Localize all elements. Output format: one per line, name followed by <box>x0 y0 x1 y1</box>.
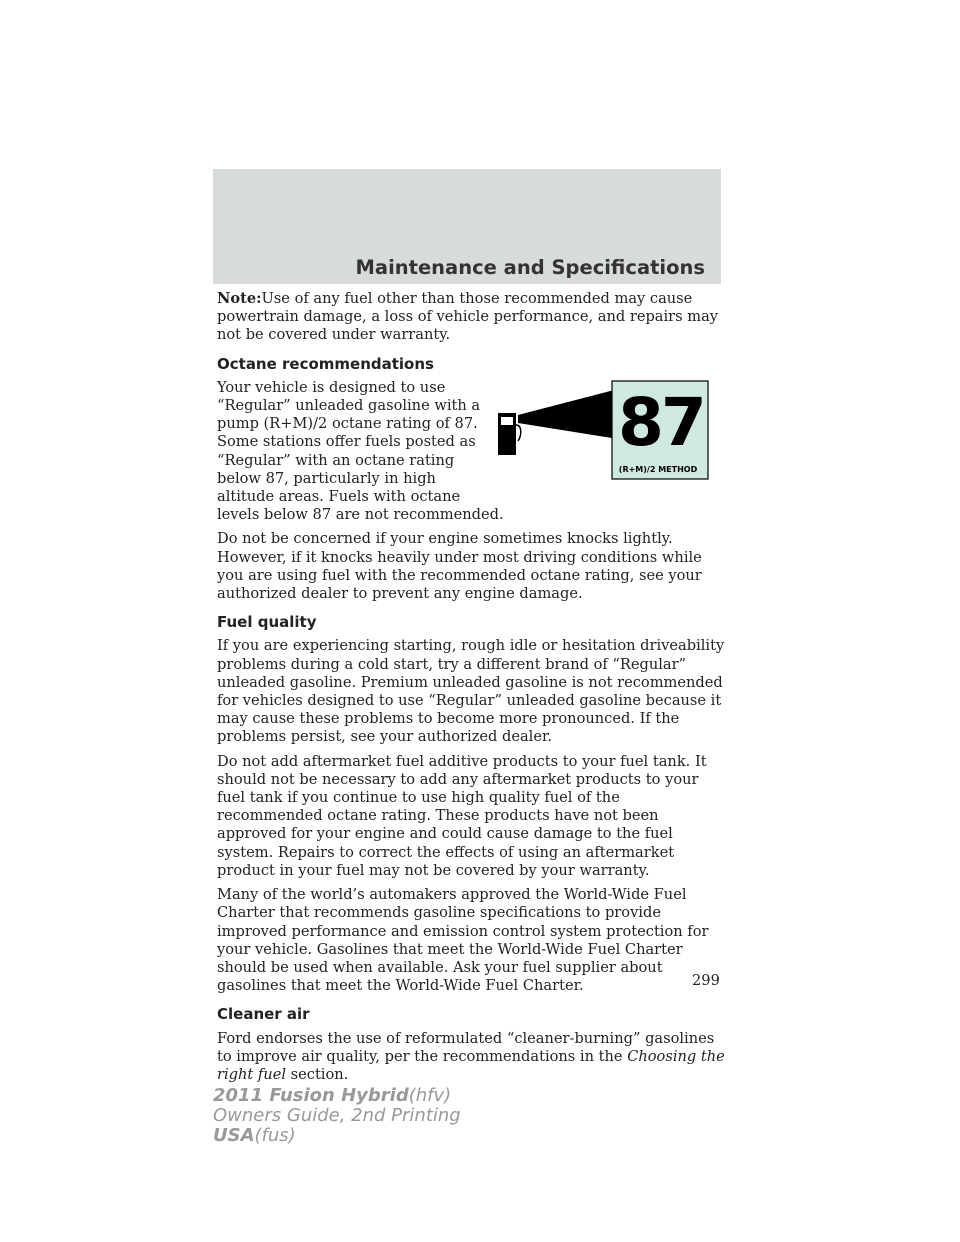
footer-imprint <box>213 1086 461 1146</box>
footer-market-code: (fus) <box>254 1125 296 1146</box>
octane-label-figure <box>496 379 724 495</box>
footer-market: USA <box>213 1125 255 1146</box>
footer-model: 2011 Fusion Hybrid <box>213 1085 409 1106</box>
octane-block <box>217 379 725 525</box>
footer-edition: Owners Guide, 2nd Printing <box>213 1105 461 1126</box>
heading-octane: Octane recommendations <box>217 354 434 373</box>
octane-number: 87 <box>618 383 704 461</box>
octane-paragraph-1: Your vehicle is designed to use “Regular” unleaded gasoline with a pump (R+M)/2 octane rating of 87. Some stations offer fuels posted as “Regular” with an octane rating below 87, particularly in high altitude areas. Fuels with octane levels below 87 are not recommended. <box>217 378 504 524</box>
heading-cleaner-air: Cleaner air <box>217 1005 310 1024</box>
heading-fuel-quality: Fuel quality <box>217 613 317 632</box>
choosing-right-fuel-reference[interactable]: Choosing the right fuel <box>217 1047 725 1083</box>
fuel-quality-paragraph-1: If you are experiencing starting, rough idle or hesitation driveability problems during a cold start, try a different brand of “Regular” unleaded gasoline. Premium unleaded gasoline is not recommended for vehicles designed to use “Regular” unleaded gasoline because it may cause these problems to become more pronounced. If the problems persist, see your authorized dealer. <box>217 637 725 746</box>
octane-method: (R+M)/2 METHOD <box>618 464 698 474</box>
note-text: Use of any fuel other than those recommended may cause powertrain damage, a loss of vehicle performance, and repairs may not be covered under warranty. <box>217 290 719 344</box>
footer-model-code: (hfv) <box>408 1085 452 1106</box>
cleaner-air-text: Ford endorses the use of reformulated “cleaner-burning” gasolines to improve air quality, per the recommendations in the <box>217 1029 715 1065</box>
octane-paragraph-2: Do not be concerned if your engine sometimes knocks lightly. However, if it knocks heavily under most driving conditions while you are using fuel with the recommended octane rating, see your authorized dealer to prevent any engine damage. <box>217 530 702 603</box>
fuel-quality-paragraph-3: Many of the world’s automakers approved the World-Wide Fuel Charter that recommends gasoline specifications to provide improved performance and emission control system protection for your vehicle. Gasolines that meet the World-Wide Fuel Charter should be used when available. Ask your fuel supplier about gasolines that meet the World-Wide Fuel Charter. <box>217 886 709 995</box>
section-header <box>213 169 721 284</box>
note-paragraph <box>217 290 725 345</box>
page-number: 299 <box>692 972 720 989</box>
note-label: Note: <box>217 290 262 307</box>
page-content <box>217 290 725 1090</box>
section-title: Maintenance and Specifications <box>355 256 705 279</box>
cleaner-air-text-end: section. <box>290 1065 349 1083</box>
fuel-quality-paragraph-2: Do not add aftermarket fuel additive products to your fuel tank. It should not be necessary to add any aftermarket products to your fuel tank if you continue to use high quality fuel of the recommended octane rating. These products have not been approved for your engine and could cause damage to the fuel system. Repairs to correct the effects of using an aftermarket product in your fuel may not be covered by your warranty. <box>217 752 707 879</box>
cleaner-air-paragraph <box>217 1030 725 1085</box>
